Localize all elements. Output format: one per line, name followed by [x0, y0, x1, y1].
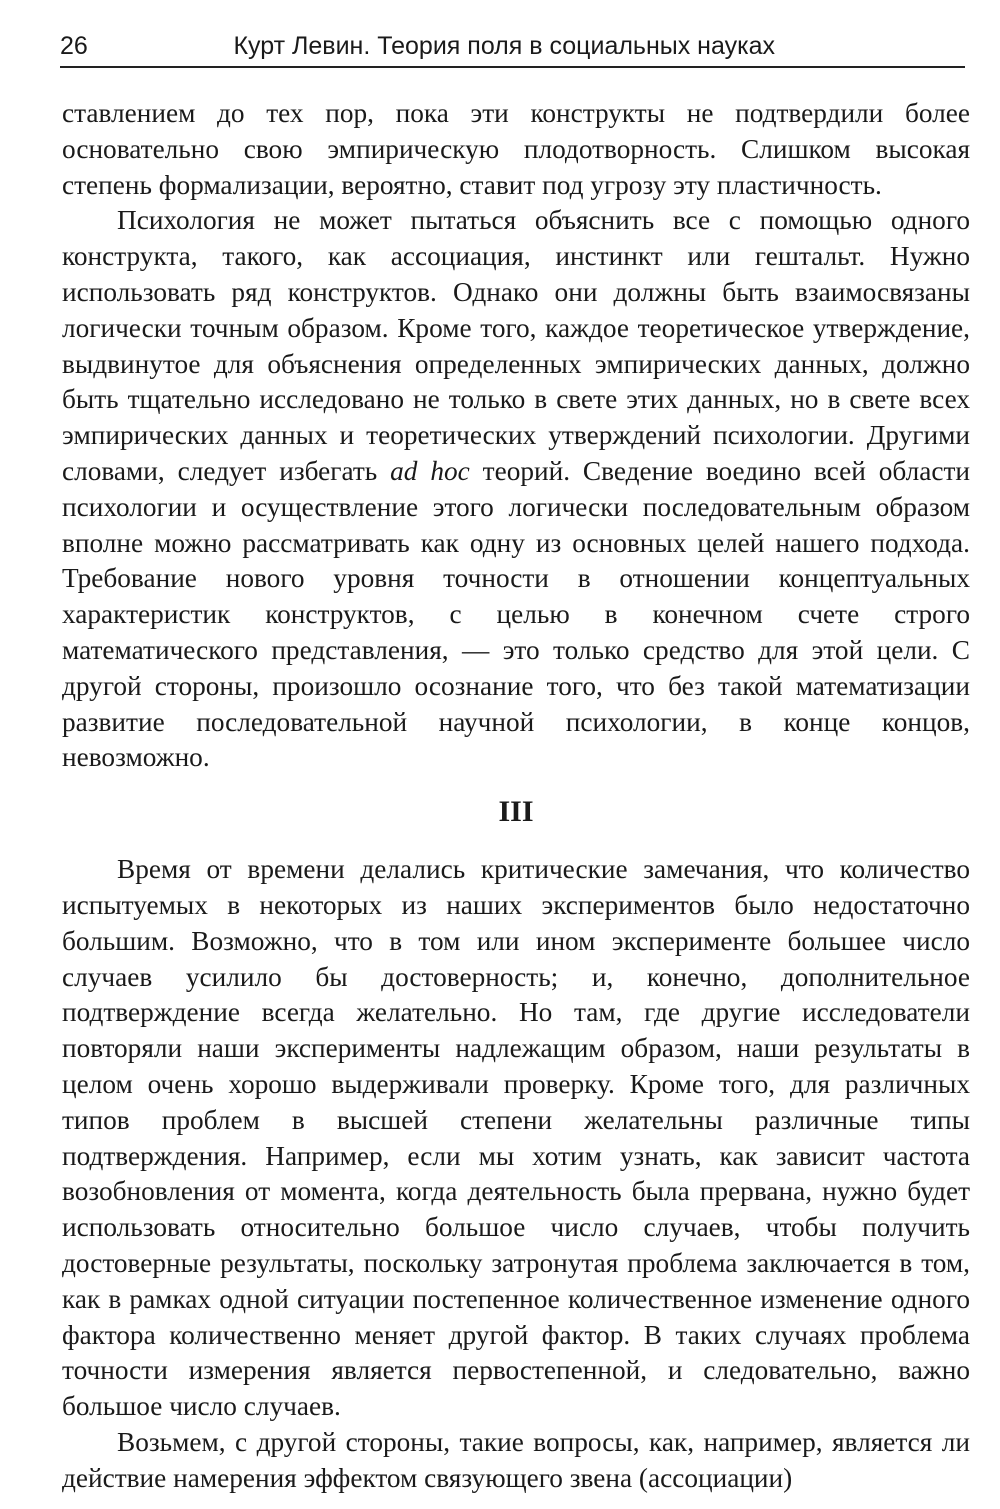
page-number: 26: [60, 32, 88, 60]
header-rule: [60, 66, 965, 68]
paragraph-text: ставлением до тех пор, пока эти конструкты не подтвердили более основательно свою эмпирическую плодотворность. Слишком высокая степень формализации, вероятно, ставит под угрозу эту пластичность.: [62, 98, 970, 200]
paragraph-text: Психология не может пытаться объяснить все с помощью одного конструкта, такого, как ассоциация, инстинкт или гештальт. Нужно использовать ряд конструктов. Однако они должны быть взаимосвязаны логически точным образом. Кроме того, каждое теоретическое утверждение, выдвинутое для объяснения определенных эмпирических данных, должно быть тщательно исследовано не только в свете этих данных, но в свете всех эмпирических данных и теоретических утверждений психологии. Другими словами, следует избегать: [62, 205, 970, 486]
paragraph: Время от времени делались критические замечания, что количество испытуемых в некоторых из наших экспериментов было недостаточно большим. Возможно, что в том или ином эксперименте большее число случаев усилило бы достоверность; и, конечно, дополнительное подтверждение всегда желательно. Но там, где другие исследователи повторяли наши эксперименты надлежащим образом, наши результаты в целом очень хорошо выдерживали проверку. Кроме того, для различных типов проблем в высшей степени желательны различные типы подтверждения. Например, если мы хотим узнать, как зависит частота возобновления от момента, когда деятельность была прервана, нужно будет использовать относительно большое число случаев, чтобы получить достоверные результаты, поскольку затронутая проблема заключается в том, как в рамках одной ситуации постепенное количественное изменение одного фактора количественно меняет другой фактор. В таких случаях проблема точности измерения является первостепенной, и следовательно, важно большое число случаев.: [62, 854, 970, 1422]
paragraph: [62, 203, 970, 776]
section-heading: III: [498, 795, 534, 829]
paragraph-continued: [62, 96, 970, 203]
paragraph: Возьмем, с другой стороны, такие вопросы, как, например, является ли действие намерения эффектом связующего звена (ассоциации): [62, 1426, 970, 1493]
paragraph-text: теорий. Сведение воедино всей области психологии и осуществление этого логически последовательным образом вполне можно рассматривать как одну из основных целей нашего подхода. Требование нового уровня точности в отношении концептуальных характеристик конструктов, с целью в конечном счете строго математического представления, — это только средство для этой цели. С другой стороны, произошло осознание того, что без такой математизации развитие последовательной научной психологии, в конце концов, невозможно.: [62, 455, 970, 773]
italic-term: ad hoc: [390, 455, 470, 486]
running-title: Курт Левин. Теория поля в социальных науках: [233, 32, 775, 60]
running-header: [60, 22, 965, 66]
body-text: [62, 96, 970, 1496]
